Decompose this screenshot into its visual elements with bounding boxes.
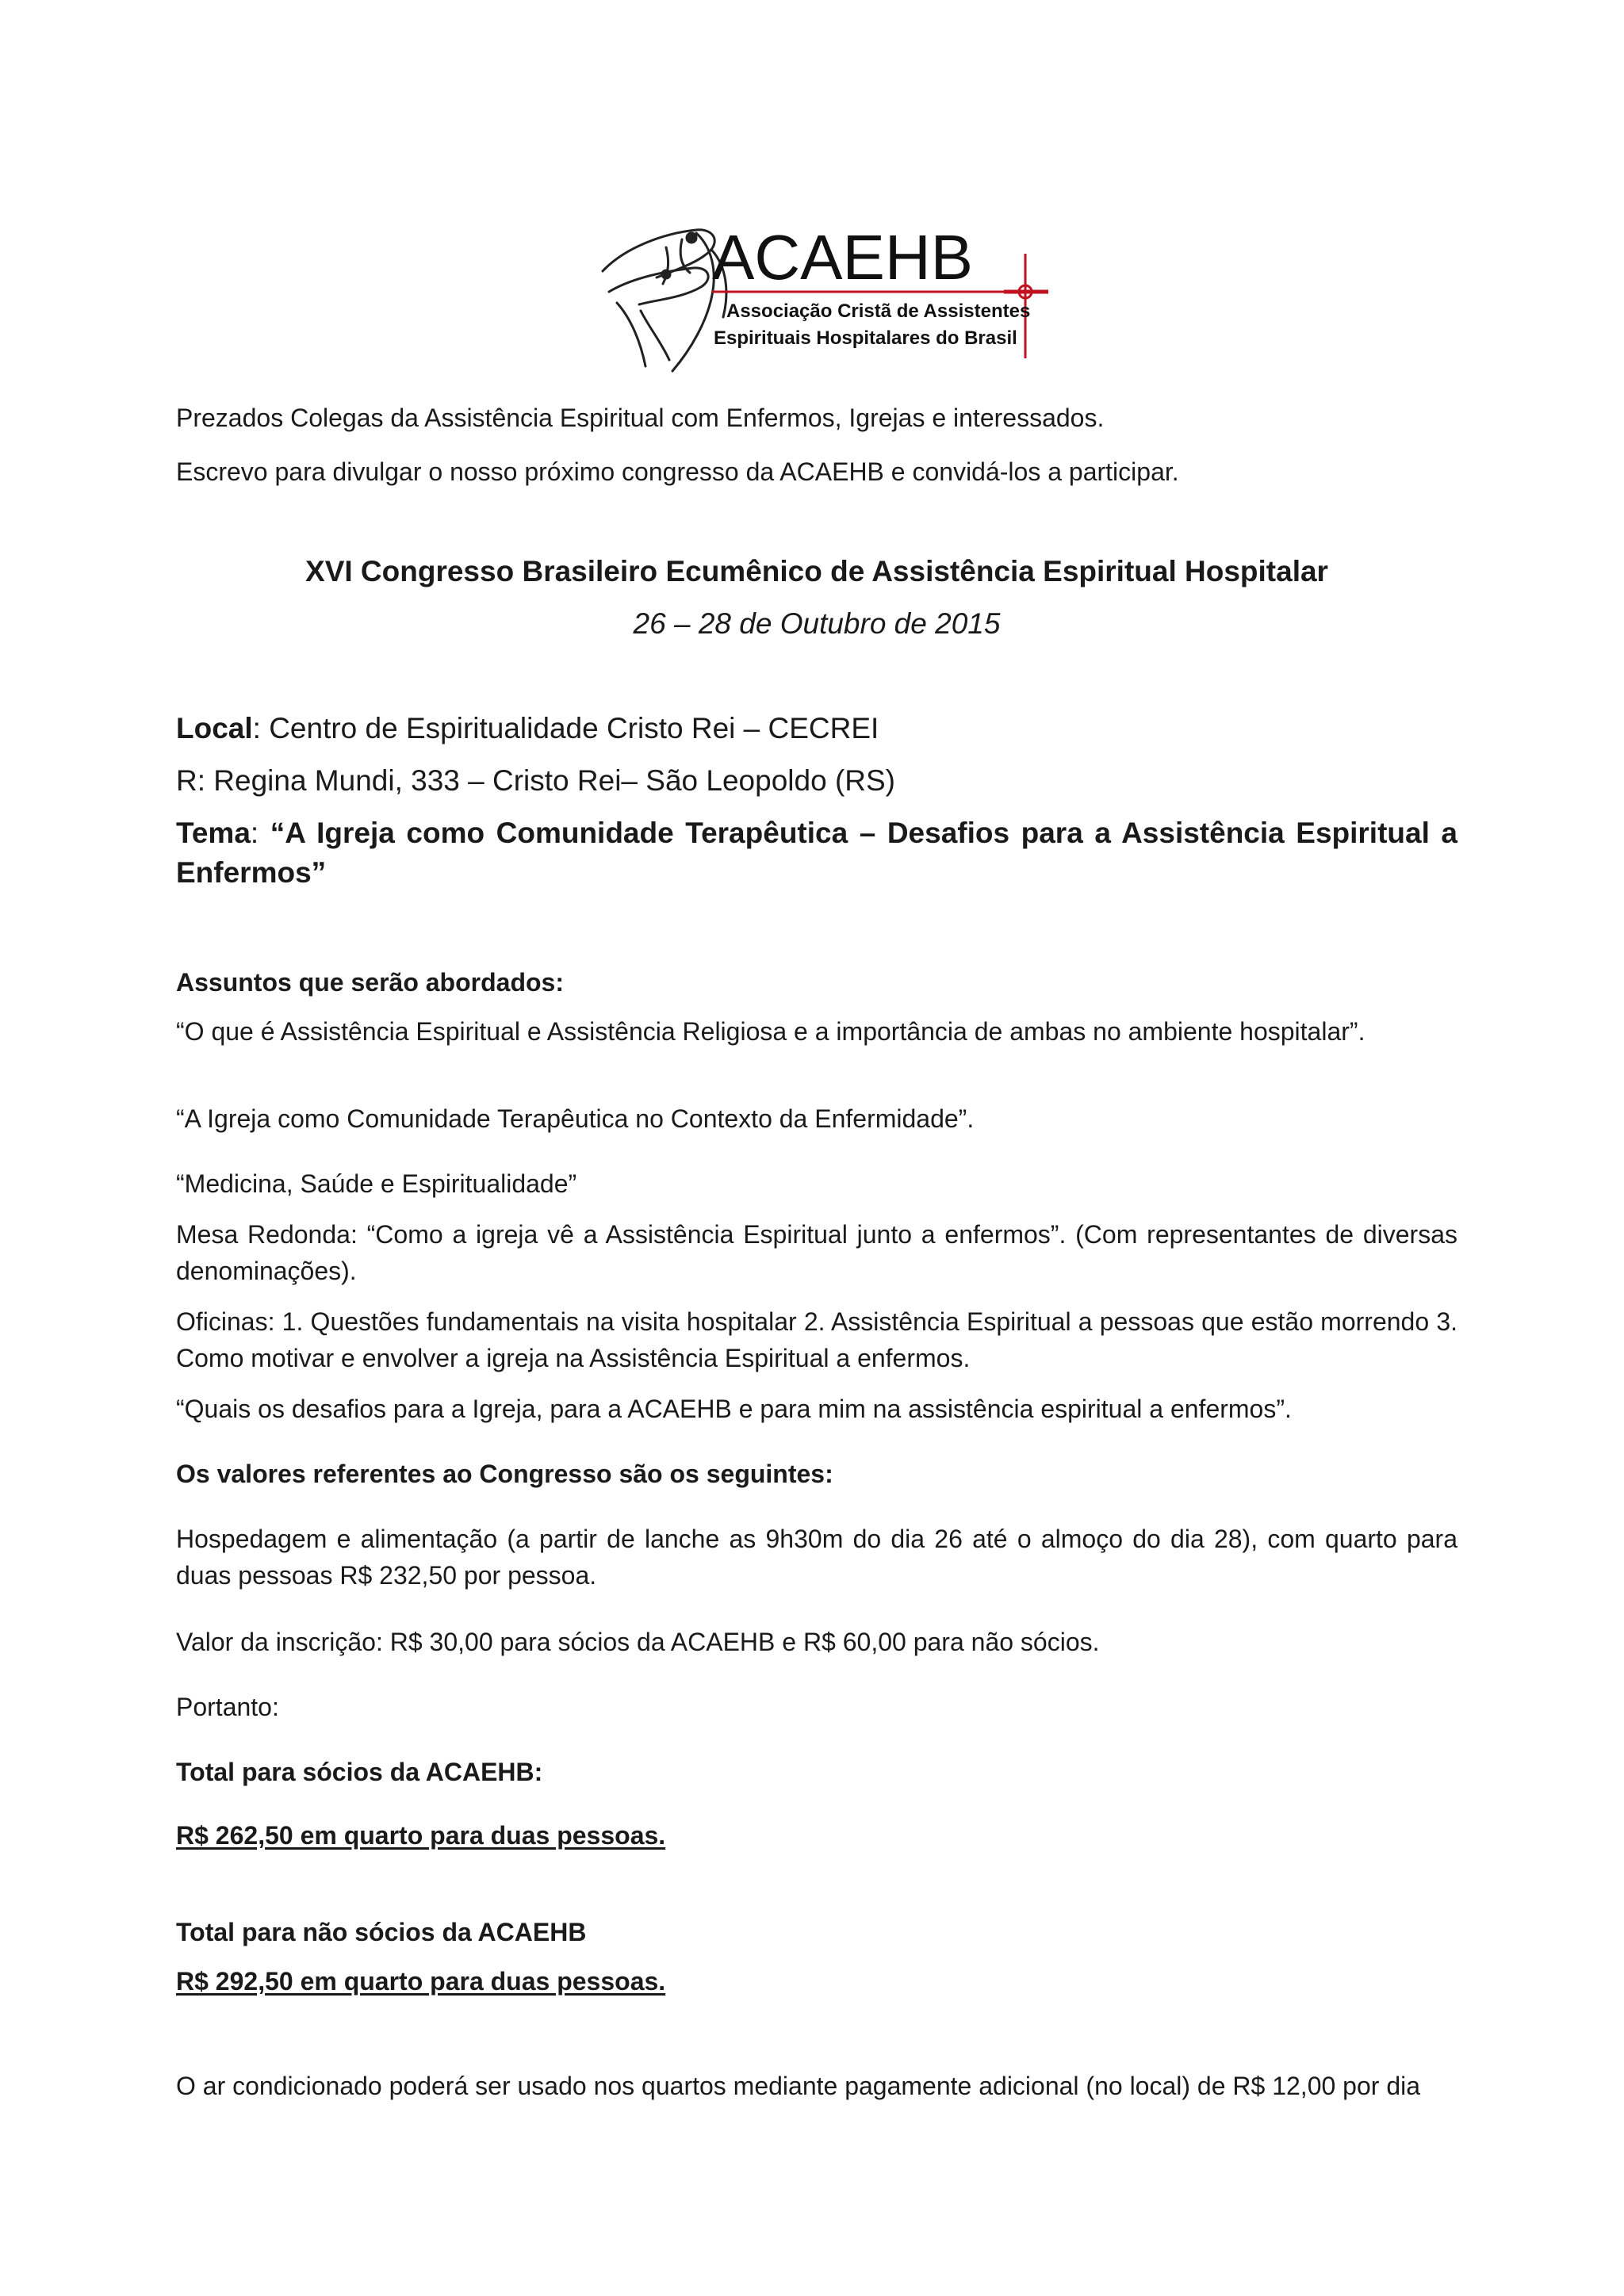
topic-item: “Medicina, Saúde e Espiritualidade” xyxy=(176,1169,577,1198)
topic-item: Mesa Redonda: “Como a igreja vê a Assistência Espiritual junto a enfermos”. (Com representantes de diversas denominações). xyxy=(176,1220,1457,1285)
location-value: Centro de Espiritualidade Cristo Rei – CECREI xyxy=(269,712,879,744)
event-title: XVI Congresso Brasileiro Ecumênico de Assistência Espiritual Hospitalar xyxy=(305,555,1328,587)
lodging-price: Hospedagem e alimentação (a partir de lanche as 9h30m do dia 26 até o almoço do dia 28), com quarto para duas pessoas R$ 232,50 por pessoa. xyxy=(176,1525,1457,1590)
members-total-value: R$ 262,50 em quarto para duas pessoas. xyxy=(176,1821,666,1850)
nonmembers-total-label: Total para não sócios da ACAEHB xyxy=(176,1918,587,1946)
theme-label: Tema xyxy=(176,817,251,849)
members-total-label: Total para sócios da ACAEHB: xyxy=(176,1758,543,1786)
pricing-heading: Os valores referentes ao Congresso são os seguintes: xyxy=(176,1460,833,1488)
topic-item: “Quais os desafios para a Igreja, para a ACAEHB e para mim na assistência espiritual a enfermos”. xyxy=(176,1395,1292,1423)
theme-line xyxy=(176,813,1457,893)
location-separator: : xyxy=(252,712,261,744)
topic-item: “A Igreja como Comunidade Terapêutica no Contexto da Enfermidade”. xyxy=(176,1104,975,1133)
logo-line-1: Associação Cristã de Assistentes xyxy=(726,300,1031,322)
location-line xyxy=(176,709,1457,748)
therefore-text: Portanto: xyxy=(176,1693,279,1721)
theme-separator: : xyxy=(250,817,270,849)
nonmembers-total-value: R$ 292,50 em quarto para duas pessoas. xyxy=(176,1967,666,1996)
theme-value: “A Igreja como Comunidade Terapêutica – Desafios para a Assistência Espiritual a Enfermos” xyxy=(176,817,1457,889)
topics-heading: Assuntos que serão abordados: xyxy=(176,968,564,997)
topic-item: Oficinas: 1. Questões fundamentais na visita hospitalar 2. Assistência Espiritual a pessoas que estão morrendo 3. Como motivar e envolver a igreja na Assistência Espiritual a enfermos. xyxy=(176,1307,1457,1372)
location-label: Local xyxy=(176,712,253,744)
topic-item: “O que é Assistência Espiritual e Assistência Religiosa e a importância de ambas no ambiente hospitalar”. xyxy=(176,1017,1365,1046)
air-conditioning-note: O ar condicionado poderá ser usado nos quartos mediante pagamente adicional (no local) de R$ 12,00 por dia xyxy=(176,2072,1421,2100)
registration-price: Valor da inscrição: R$ 30,00 para sócios da ACAEHB e R$ 60,00 para não sócios. xyxy=(176,1628,1100,1656)
greeting: Prezados Colegas da Assistência Espiritual com Enfermos, Igrejas e interessados. xyxy=(176,404,1105,432)
praying-hands-cross-icon xyxy=(603,230,726,371)
location-address: R: Regina Mundi, 333 – Cristo Rei– São Leopoldo (RS) xyxy=(176,764,895,797)
logo-acronym: ACAEHB xyxy=(712,222,973,293)
acaehb-logo xyxy=(593,216,1053,374)
logo-line-2: Espirituais Hospitalares do Brasil xyxy=(714,327,1017,349)
invitation-line: Escrevo para divulgar o nosso próximo congresso da ACAEHB e convidá-los a participar. xyxy=(176,457,1179,486)
event-dates: 26 – 28 de Outubro de 2015 xyxy=(633,607,1001,640)
